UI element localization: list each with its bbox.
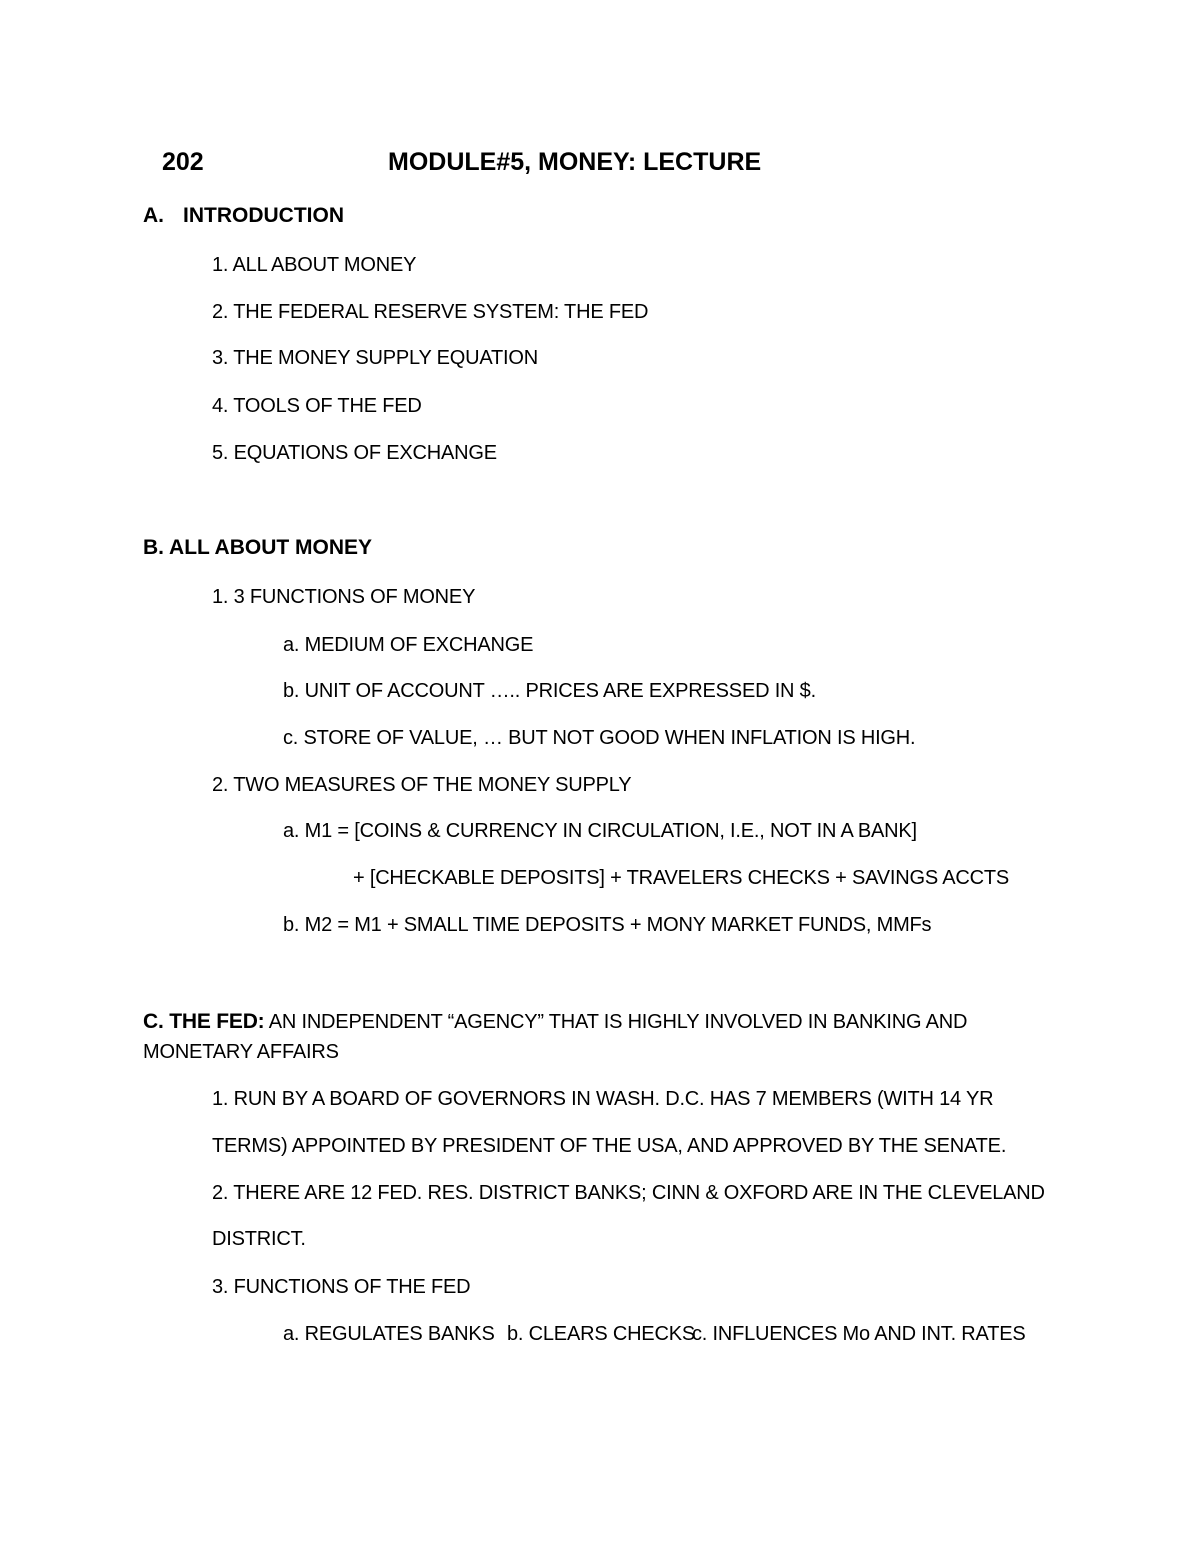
section-b-item-1a: a. MEDIUM OF EXCHANGE [283,634,534,656]
section-c-heading: C. THE FED: [143,1010,265,1033]
section-c-item-3a: a. REGULATES BANKS [283,1323,495,1345]
section-b-item-2b: b. M2 = M1 + SMALL TIME DEPOSITS + MONY MARKET FUNDS, MMFs [283,914,932,936]
section-c-intro-line-1 [143,1010,967,1034]
section-a-item: 3. THE MONEY SUPPLY EQUATION [212,347,538,369]
section-a-item: 2. THE FEDERAL RESERVE SYSTEM: THE FED [212,301,649,323]
section-b-item-2: 2. TWO MEASURES OF THE MONEY SUPPLY [212,774,632,796]
section-b-heading: B. ALL ABOUT MONEY [143,536,373,559]
section-c-item-1-line-2: TERMS) APPOINTED BY PRESIDENT OF THE USA, AND APPROVED BY THE SENATE. [212,1135,1007,1157]
course-number: 202 [162,148,204,176]
section-c-intro-text: AN INDEPENDENT “AGENCY” THAT IS HIGHLY INVOLVED IN BANKING AND [264,1011,968,1033]
section-b-item-2a-continued: + [CHECKABLE DEPOSITS] + TRAVELERS CHECKS + SAVINGS ACCTS [353,867,1010,889]
section-c-item-3: 3. FUNCTIONS OF THE FED [212,1276,471,1298]
section-c-item-3b: b. CLEARS CHECKS [507,1323,695,1345]
section-a-item: 1. ALL ABOUT MONEY [212,254,417,276]
section-a-item: 5. EQUATIONS OF EXCHANGE [212,442,497,464]
section-c-item-3c: c. INFLUENCES Mo AND INT. RATES [692,1323,1026,1345]
document-title: MODULE#5, MONEY: LECTURE [388,148,762,176]
section-b-item-2a: a. M1 = [COINS & CURRENCY IN CIRCULATION, I.E., NOT IN A BANK] [283,820,917,842]
section-b-item-1c: c. STORE OF VALUE, … BUT NOT GOOD WHEN INFLATION IS HIGH. [283,727,916,749]
section-a-heading: INTRODUCTION [183,204,344,227]
section-b-item-1: 1. 3 FUNCTIONS OF MONEY [212,586,476,608]
section-c-item-1-line-1: 1. RUN BY A BOARD OF GOVERNORS IN WASH. D.C. HAS 7 MEMBERS (WITH 14 YR [212,1088,994,1110]
section-c-item-2-line-2: DISTRICT. [212,1228,306,1250]
section-c-intro-line-2: MONETARY AFFAIRS [143,1041,339,1063]
section-a-item: 4. TOOLS OF THE FED [212,395,422,417]
section-b-item-1b: b. UNIT OF ACCOUNT ….. PRICES ARE EXPRESSED IN $. [283,680,816,702]
section-c-item-2-line-1: 2. THERE ARE 12 FED. RES. DISTRICT BANKS; CINN & OXFORD ARE IN THE CLEVELAND [212,1182,1045,1204]
section-a-letter: A. [143,204,164,227]
